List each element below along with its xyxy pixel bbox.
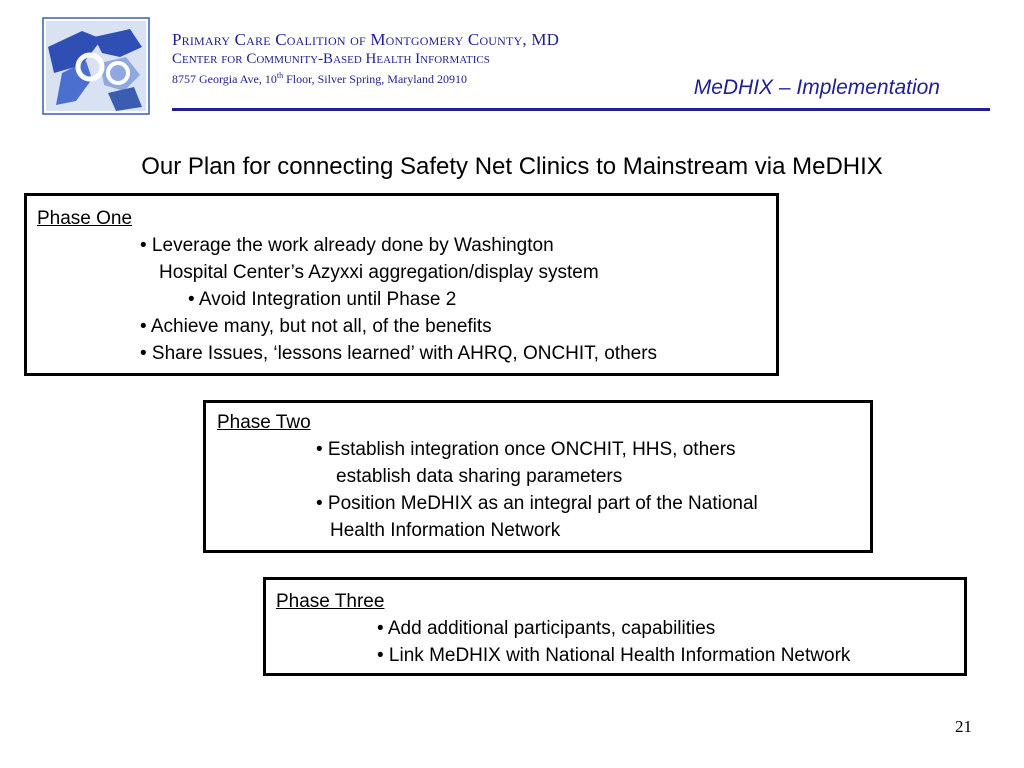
phase-three-box bbox=[263, 577, 967, 676]
list-item: • Establish integration once ONCHIT, HHS, others bbox=[316, 439, 736, 460]
list-item: Hospital Center’s Azyxxi aggregation/display system bbox=[159, 262, 599, 283]
center-name: Center for Community-Based Health Informatics bbox=[172, 51, 490, 67]
header-divider bbox=[172, 108, 990, 111]
list-item: • Avoid Integration until Phase 2 bbox=[188, 289, 457, 310]
list-item: • Leverage the work already done by Washington bbox=[140, 235, 554, 256]
list-item: • Position MeDHIX as an integral part of the National bbox=[316, 493, 758, 514]
list-item: • Add additional participants, capabilities bbox=[377, 618, 716, 639]
phase-two-box bbox=[203, 400, 873, 553]
linked-chain-logo-icon bbox=[42, 17, 150, 115]
page-number: 21 bbox=[955, 717, 972, 736]
list-item: • Achieve many, but not all, of the benefits bbox=[140, 316, 492, 337]
phase-one-label: Phase One bbox=[37, 208, 133, 229]
list-item: • Share Issues, ‘lessons learned’ with AHRQ, ONCHIT, others bbox=[140, 343, 658, 364]
phase-one-box bbox=[24, 193, 779, 376]
slide-heading: Our Plan for connecting Safety Net Clinics to Mainstream via MeDHIX bbox=[141, 153, 883, 180]
list-item: • Link MeDHIX with National Health Information Network bbox=[377, 645, 851, 666]
phase-three-label: Phase Three bbox=[276, 591, 385, 612]
phase-two-label: Phase Two bbox=[217, 412, 311, 433]
list-item: Health Information Network bbox=[330, 520, 561, 541]
organization-header bbox=[172, 30, 559, 87]
address: 8757 Georgia Ave, 10th Floor, Silver Spring, Maryland 20910 bbox=[172, 71, 467, 86]
list-item: establish data sharing parameters bbox=[336, 466, 623, 487]
section-title: MeDHIX – Implementation bbox=[693, 76, 940, 99]
organization-name: Primary Care Coalition of Montgomery County, MD bbox=[172, 30, 560, 49]
